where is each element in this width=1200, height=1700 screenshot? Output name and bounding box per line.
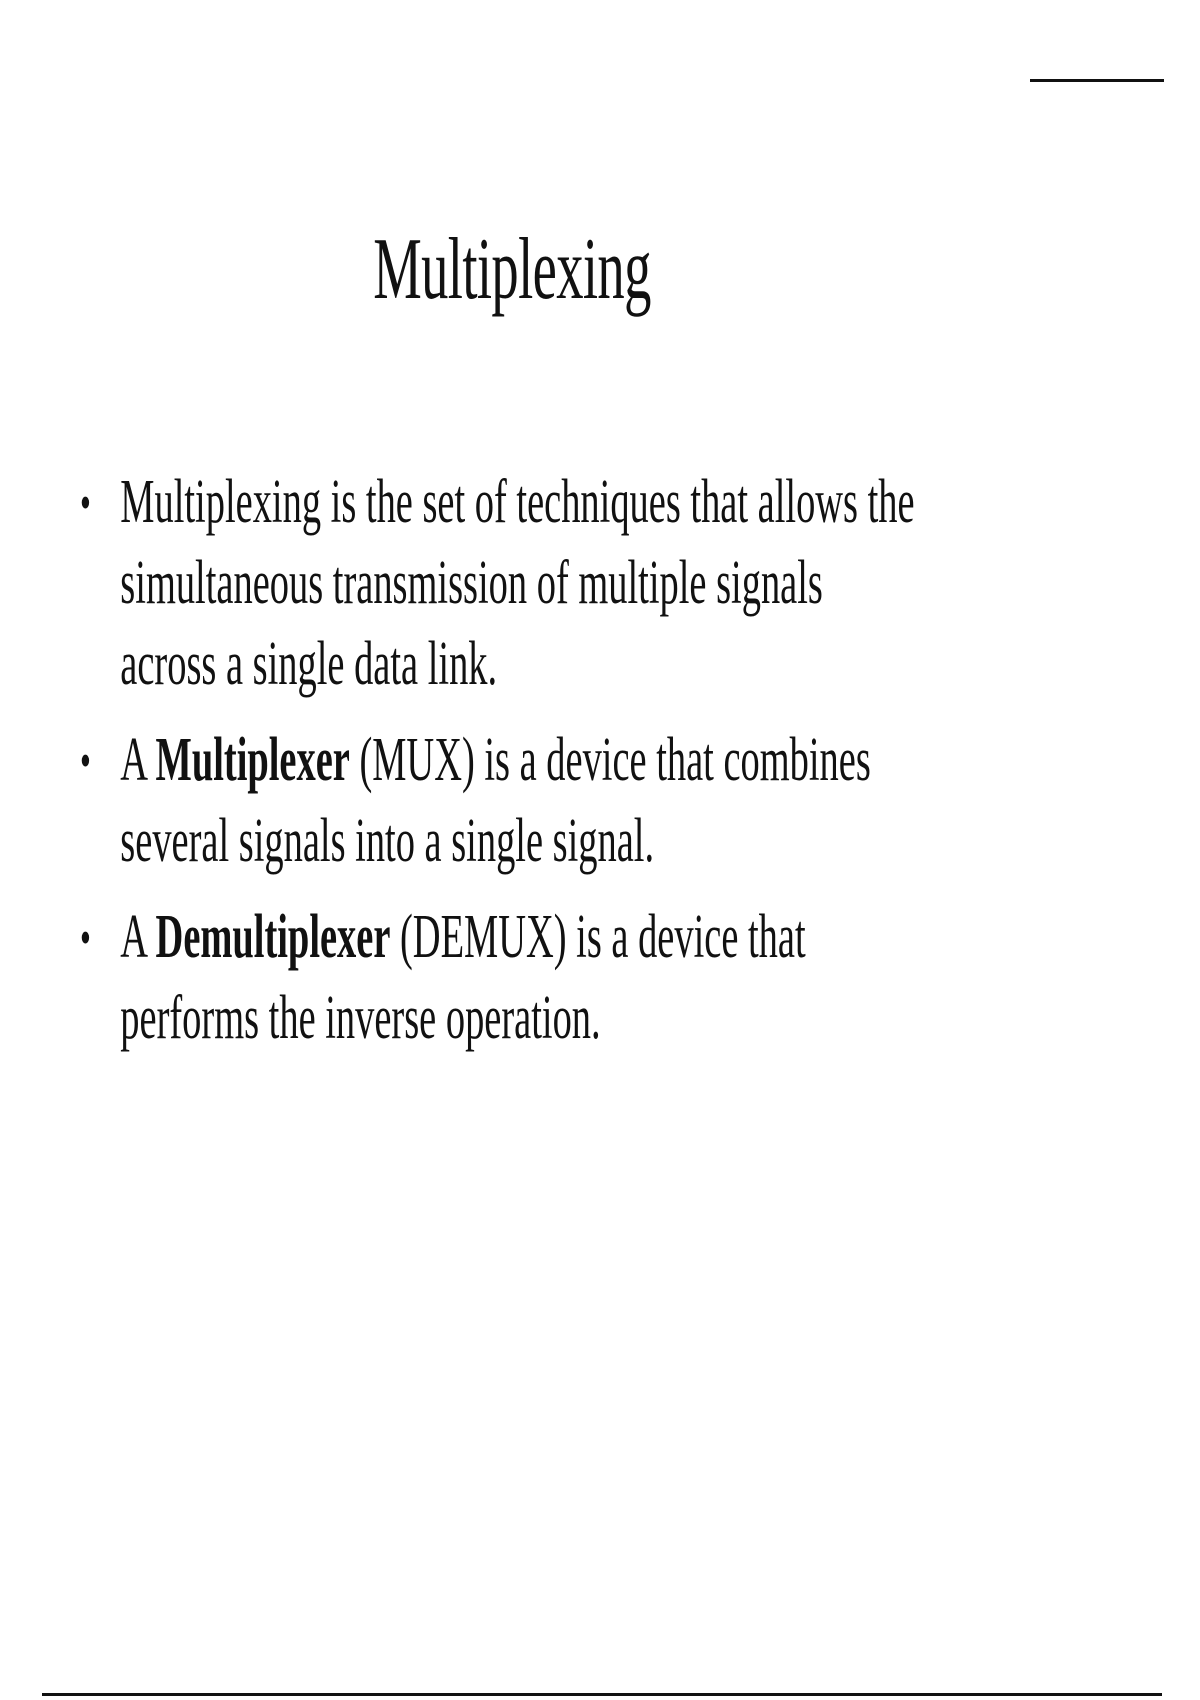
- bottom-rule: [42, 1693, 1162, 1696]
- bullet-term-multiplexer: Multiplexer: [155, 726, 350, 794]
- bullet-dot-icon: •: [80, 732, 91, 788]
- bullet-text: Multiplexing is the set of techniques that allows the simultaneous transmission of multiple signals across a single data link.: [120, 468, 915, 698]
- bullet-text: (DEMUX) is a device that performs the inverse operation.: [120, 903, 806, 1052]
- bullet-term-demultiplexer: Demultiplexer: [155, 903, 391, 971]
- bullet-dot-icon: •: [80, 909, 91, 965]
- top-rule: [1030, 79, 1164, 82]
- bullet-list: [80, 462, 917, 1074]
- slide-title: Multiplexing: [373, 221, 651, 318]
- bullet-text-prefix: A: [120, 903, 156, 971]
- bullet-item-multiplexer: [80, 720, 917, 882]
- bullet-item-demultiplexer: [80, 897, 917, 1059]
- bullet-item-multiplexing: [80, 462, 917, 705]
- bullet-text-prefix: A: [120, 726, 156, 794]
- bullet-text: (MUX) is a device that combines several signals into a single signal.: [120, 726, 871, 875]
- bullet-dot-icon: •: [80, 474, 91, 530]
